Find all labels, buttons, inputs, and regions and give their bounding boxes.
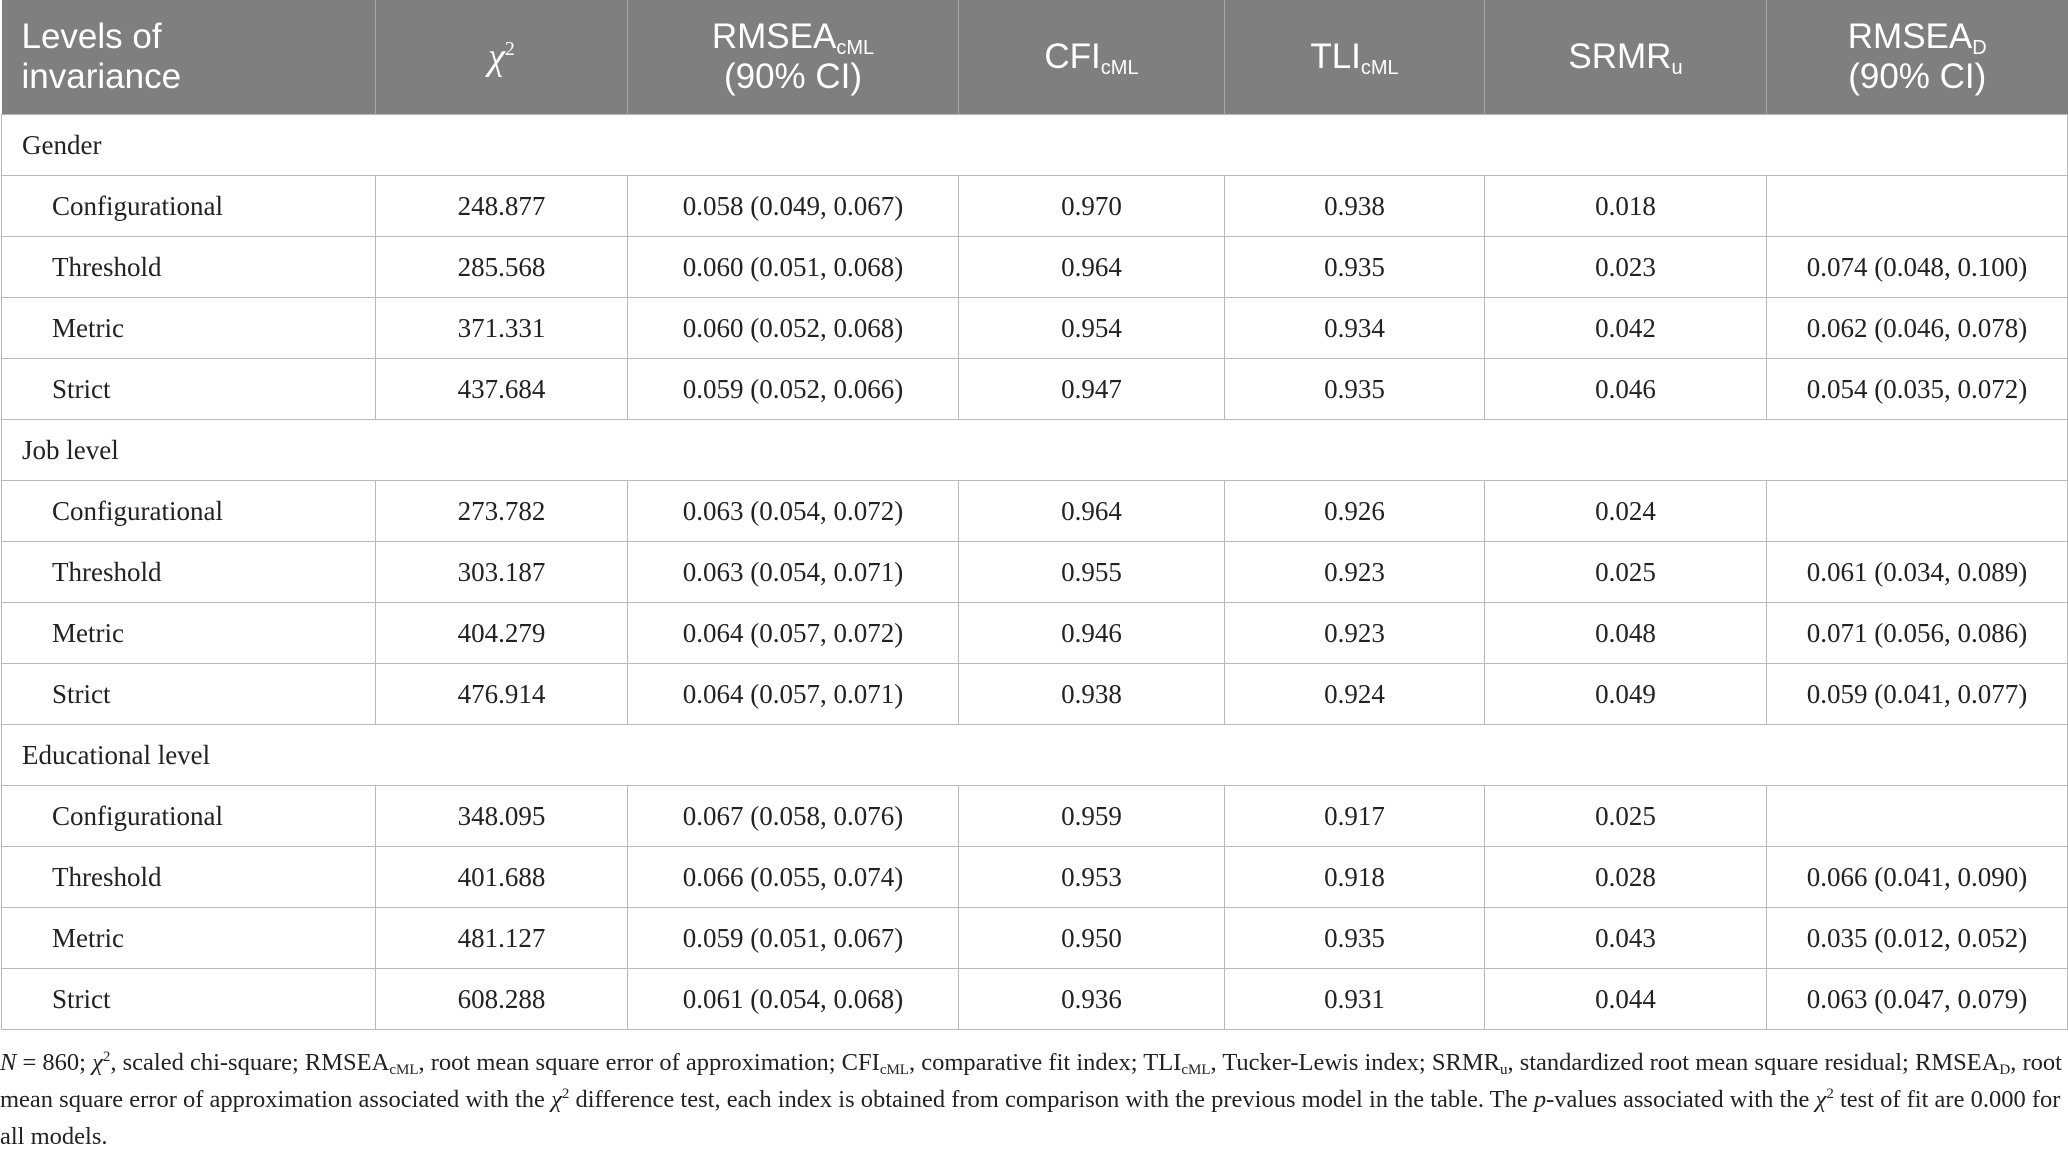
cell-chi-square: 348.095 [376, 786, 628, 847]
cell-rmsea-d: 0.035 (0.012, 0.052) [1767, 908, 2068, 969]
cell-rmsea-d: 0.074 (0.048, 0.100) [1767, 237, 2068, 298]
cell-tli: 0.931 [1225, 969, 1485, 1030]
cell-srmr: 0.025 [1485, 542, 1767, 603]
cell-rmsea-d: 0.059 (0.041, 0.077) [1767, 664, 2068, 725]
cell-level: Strict [2, 969, 376, 1030]
header-srmr: $SRMR_u$ [1485, 0, 1767, 115]
cell-rmsea-cml: 0.059 (0.052, 0.066) [628, 359, 959, 420]
cell-cfi: 0.964 [959, 481, 1225, 542]
cell-rmsea-d: 0.071 (0.056, 0.086) [1767, 603, 2068, 664]
header-tli: $TLI_{cML}$ [1225, 0, 1485, 115]
cell-rmsea-d [1767, 176, 2068, 237]
header-cfi: $CFI_{cML}$ [959, 0, 1225, 115]
cell-rmsea-d [1767, 786, 2068, 847]
cell-srmr: 0.044 [1485, 969, 1767, 1030]
table-row [2, 603, 2068, 664]
header-rmsea-d: $RMSEA_D$ (90% CI) [1767, 0, 2068, 115]
cell-srmr: 0.025 [1485, 786, 1767, 847]
cell-level: Metric [2, 298, 376, 359]
cell-tli: 0.917 [1225, 786, 1485, 847]
cell-chi-square: 401.688 [376, 847, 628, 908]
cell-level: Strict [2, 359, 376, 420]
cell-srmr: 0.018 [1485, 176, 1767, 237]
cell-rmsea-cml: 0.064 (0.057, 0.072) [628, 603, 959, 664]
cell-chi-square: 608.288 [376, 969, 628, 1030]
cell-srmr: 0.048 [1485, 603, 1767, 664]
cell-rmsea-d: 0.066 (0.041, 0.090) [1767, 847, 2068, 908]
cell-srmr: 0.049 [1485, 664, 1767, 725]
cell-rmsea-cml: 0.060 (0.051, 0.068) [628, 237, 959, 298]
table-row [2, 237, 2068, 298]
cell-level: Metric [2, 603, 376, 664]
cell-tli: 0.934 [1225, 298, 1485, 359]
cell-rmsea-d: 0.062 (0.046, 0.078) [1767, 298, 2068, 359]
cell-rmsea-cml: 0.061 (0.054, 0.068) [628, 969, 959, 1030]
cell-chi-square: 285.568 [376, 237, 628, 298]
cell-rmsea-cml: 0.063 (0.054, 0.072) [628, 481, 959, 542]
cell-chi-square: 476.914 [376, 664, 628, 725]
cell-rmsea-d: 0.063 (0.047, 0.079) [1767, 969, 2068, 1030]
cell-rmsea-cml: 0.064 (0.057, 0.071) [628, 664, 959, 725]
cell-cfi: 0.955 [959, 542, 1225, 603]
cell-chi-square: 437.684 [376, 359, 628, 420]
cell-rmsea-cml: 0.060 (0.052, 0.068) [628, 298, 959, 359]
cell-srmr: 0.046 [1485, 359, 1767, 420]
cell-cfi: 0.970 [959, 176, 1225, 237]
cell-level: Configurational [2, 786, 376, 847]
group-label: Gender [2, 115, 2068, 176]
table-row [2, 359, 2068, 420]
cell-cfi: 0.954 [959, 298, 1225, 359]
table-row [2, 176, 2068, 237]
cell-cfi: 0.953 [959, 847, 1225, 908]
table-row [2, 298, 2068, 359]
table-body [2, 115, 2068, 1030]
cell-cfi: 0.936 [959, 969, 1225, 1030]
table-footnote: N = 860; $\chi^2$, scaled chi-square; $RMSEA_{cML}$, root mean square error of approximation; $CFI_{cML}$, comparative fit index; $TLI_{cML}$, Tucker-Lewis index; $SRMR_u$, standardized root mean square residual; $RMSEA_D$, root mean square error of approximation associated with the $\chi^2$ difference test, each index is obtained from comparison with the previous model in the table. The p-values associated with the $\chi^2$ test of fit are 0.000 for all models. [0, 1049, 2062, 1150]
cell-tli: 0.923 [1225, 603, 1485, 664]
cell-tli: 0.918 [1225, 847, 1485, 908]
cell-chi-square: 273.782 [376, 481, 628, 542]
table-row [2, 664, 2068, 725]
cell-level: Configurational [2, 176, 376, 237]
cell-level: Configurational [2, 481, 376, 542]
cell-rmsea-cml: 0.058 (0.049, 0.067) [628, 176, 959, 237]
cell-level: Metric [2, 908, 376, 969]
header-levels: Levels of invariance [2, 0, 376, 115]
cell-tli: 0.935 [1225, 237, 1485, 298]
cell-chi-square: 303.187 [376, 542, 628, 603]
group-row [2, 420, 2068, 481]
cell-tli: 0.924 [1225, 664, 1485, 725]
cell-tli: 0.935 [1225, 908, 1485, 969]
table-row [2, 908, 2068, 969]
cell-cfi: 0.946 [959, 603, 1225, 664]
cell-tli: 0.938 [1225, 176, 1485, 237]
cell-chi-square: 371.331 [376, 298, 628, 359]
cell-level: Threshold [2, 237, 376, 298]
invariance-table [1, 0, 2068, 1030]
cell-cfi: 0.938 [959, 664, 1225, 725]
group-label: Educational level [2, 725, 2068, 786]
cell-level: Threshold [2, 847, 376, 908]
table-row [2, 786, 2068, 847]
group-label: Job level [2, 420, 2068, 481]
cell-srmr: 0.024 [1485, 481, 1767, 542]
cell-cfi: 0.950 [959, 908, 1225, 969]
cell-cfi: 0.947 [959, 359, 1225, 420]
cell-srmr: 0.023 [1485, 237, 1767, 298]
cell-tli: 0.935 [1225, 359, 1485, 420]
table-row [2, 847, 2068, 908]
cell-level: Threshold [2, 542, 376, 603]
header-rmsea-cml: $RMSEA_{cML}$ (90% CI) [628, 0, 959, 115]
table-row [2, 481, 2068, 542]
cell-tli: 0.926 [1225, 481, 1485, 542]
cell-rmsea-cml: 0.063 (0.054, 0.071) [628, 542, 959, 603]
cell-rmsea-cml: 0.059 (0.051, 0.067) [628, 908, 959, 969]
cell-cfi: 0.964 [959, 237, 1225, 298]
table-header [2, 0, 2068, 115]
cell-srmr: 0.043 [1485, 908, 1767, 969]
cell-tli: 0.923 [1225, 542, 1485, 603]
cell-rmsea-cml: 0.067 (0.058, 0.076) [628, 786, 959, 847]
cell-cfi: 0.959 [959, 786, 1225, 847]
cell-chi-square: 481.127 [376, 908, 628, 969]
cell-level: Strict [2, 664, 376, 725]
group-row [2, 725, 2068, 786]
cell-rmsea-d: 0.061 (0.034, 0.089) [1767, 542, 2068, 603]
cell-chi-square: 404.279 [376, 603, 628, 664]
group-row [2, 115, 2068, 176]
cell-srmr: 0.042 [1485, 298, 1767, 359]
cell-rmsea-d: 0.054 (0.035, 0.072) [1767, 359, 2068, 420]
cell-rmsea-d [1767, 481, 2068, 542]
header-chi-square: $\chi^2$ [376, 0, 628, 115]
table-row [2, 969, 2068, 1030]
cell-chi-square: 248.877 [376, 176, 628, 237]
table-row [2, 542, 2068, 603]
cell-rmsea-cml: 0.066 (0.055, 0.074) [628, 847, 959, 908]
cell-srmr: 0.028 [1485, 847, 1767, 908]
